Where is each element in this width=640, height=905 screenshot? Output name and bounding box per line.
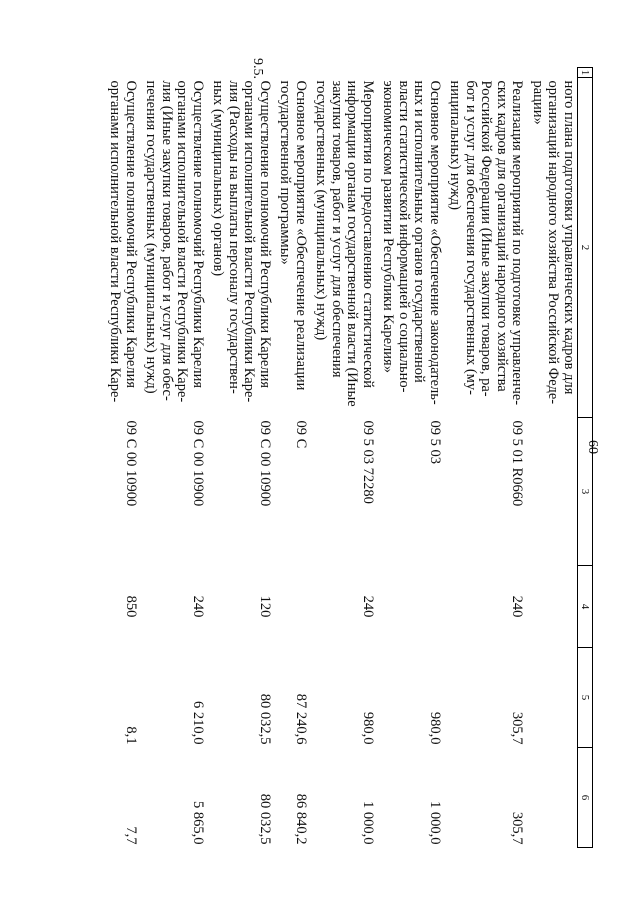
row-value-2: 305,7 — [509, 811, 526, 845]
row-value-1: 80 032,5 — [257, 693, 273, 745]
row-vr — [376, 566, 443, 648]
row-value-1: 980,0 — [427, 711, 443, 745]
row-value-1: 6 210,0 — [190, 701, 206, 745]
row-value-1 — [526, 648, 578, 748]
row-name: Осуществление полномочий Республики Карелия органами исполнительной власти Республики Каре-лия (Расходы на выплаты персоналу государствен-ных (муниципальных) органов) — [210, 80, 273, 403]
section-number: 9.5. — [250, 58, 265, 79]
row-value-2 — [526, 748, 578, 848]
row-name: Осуществление полномочий Республики Карелия органами исполнительной власти Республики Каре- — [107, 80, 139, 403]
row-value-1: 87 240,6 — [293, 693, 309, 745]
row-code: 09 С 00 10900 — [123, 420, 139, 507]
table-row — [139, 68, 206, 848]
table-row — [206, 68, 273, 848]
table-row — [309, 68, 376, 848]
row-vr: 240 — [360, 595, 376, 618]
table-row — [103, 68, 139, 848]
row-code — [526, 418, 578, 566]
header-col-3: 3 — [578, 418, 593, 566]
row-vr: 240 — [509, 595, 526, 618]
header-row — [578, 68, 593, 848]
row-code: 09 5 01 R0660 — [509, 420, 526, 507]
row-name: Мероприятия по предоставлению статистической информации органам государственной власти (Иные закупки товаров, работ и услуг для обеспечения государственных (муниципальных) нужд) — [313, 80, 376, 407]
table-row — [273, 68, 309, 848]
table-row — [526, 68, 578, 848]
row-name: Основное мероприятие «Обеспечение законодатель-ных и исполнительных органов государственной власти статистической информацией о социально-экономическом развитии Республики Карелия» — [380, 80, 443, 405]
header-col-4: 4 — [578, 566, 593, 648]
row-name: Основное мероприятие «Обеспечение реализации государственной программы» — [277, 80, 309, 391]
row-value-2: 5 865,0 — [190, 801, 206, 845]
row-value-1: 980,0 — [360, 711, 376, 745]
row-name: ного плана подготовки управленческих кадров для организаций народного хозяйства Российской Феде-рации» — [530, 80, 577, 405]
table-row — [376, 68, 443, 848]
row-name: Реализация мероприятий по подготовке управленче-ских кадров для организаций народного хозяйства Российской Федерации (Иные закупки товаров, ра-бот и услуг для обеспечения государственных (му-ниципальных) нужд) — [447, 80, 526, 406]
row-value-1: 8,1 — [123, 726, 139, 745]
row-value-2: 86 840,2 — [293, 793, 309, 845]
row-value-2: 80 032,5 — [257, 793, 273, 845]
row-vr: 240 — [190, 595, 206, 618]
budget-table — [103, 67, 593, 848]
row-value-2: 7,7 — [123, 826, 139, 845]
row-vr: 850 — [123, 595, 139, 618]
table-row — [443, 68, 526, 848]
header-col-6: 6 — [578, 748, 593, 848]
header-col-1: 1 — [578, 68, 593, 78]
row-value-2: 1 000,0 — [360, 801, 376, 845]
row-value-1: 305,7 — [509, 711, 526, 745]
row-vr: 120 — [257, 595, 273, 618]
row-vr — [273, 566, 309, 648]
row-vr — [526, 566, 578, 648]
row-code: 09 С — [293, 420, 309, 449]
header-col-2: 2 — [578, 78, 593, 418]
page-number: 60 — [585, 440, 600, 454]
row-code: 09 5 03 72280 — [360, 420, 376, 504]
row-name: Осуществление полномочий Республики Карелия органами исполнительной власти Республики Каре-лия (Иные закупки товаров, работ и услуг для обес-печения государственных (муниципальных) нужд) — [143, 80, 206, 403]
row-code: 09 С 00 10900 — [190, 420, 206, 507]
row-value-2: 1 000,0 — [427, 801, 443, 845]
header-col-5: 5 — [578, 648, 593, 748]
row-code: 09 5 03 — [427, 420, 443, 464]
row-code: 09 С 00 10900 — [257, 420, 273, 507]
